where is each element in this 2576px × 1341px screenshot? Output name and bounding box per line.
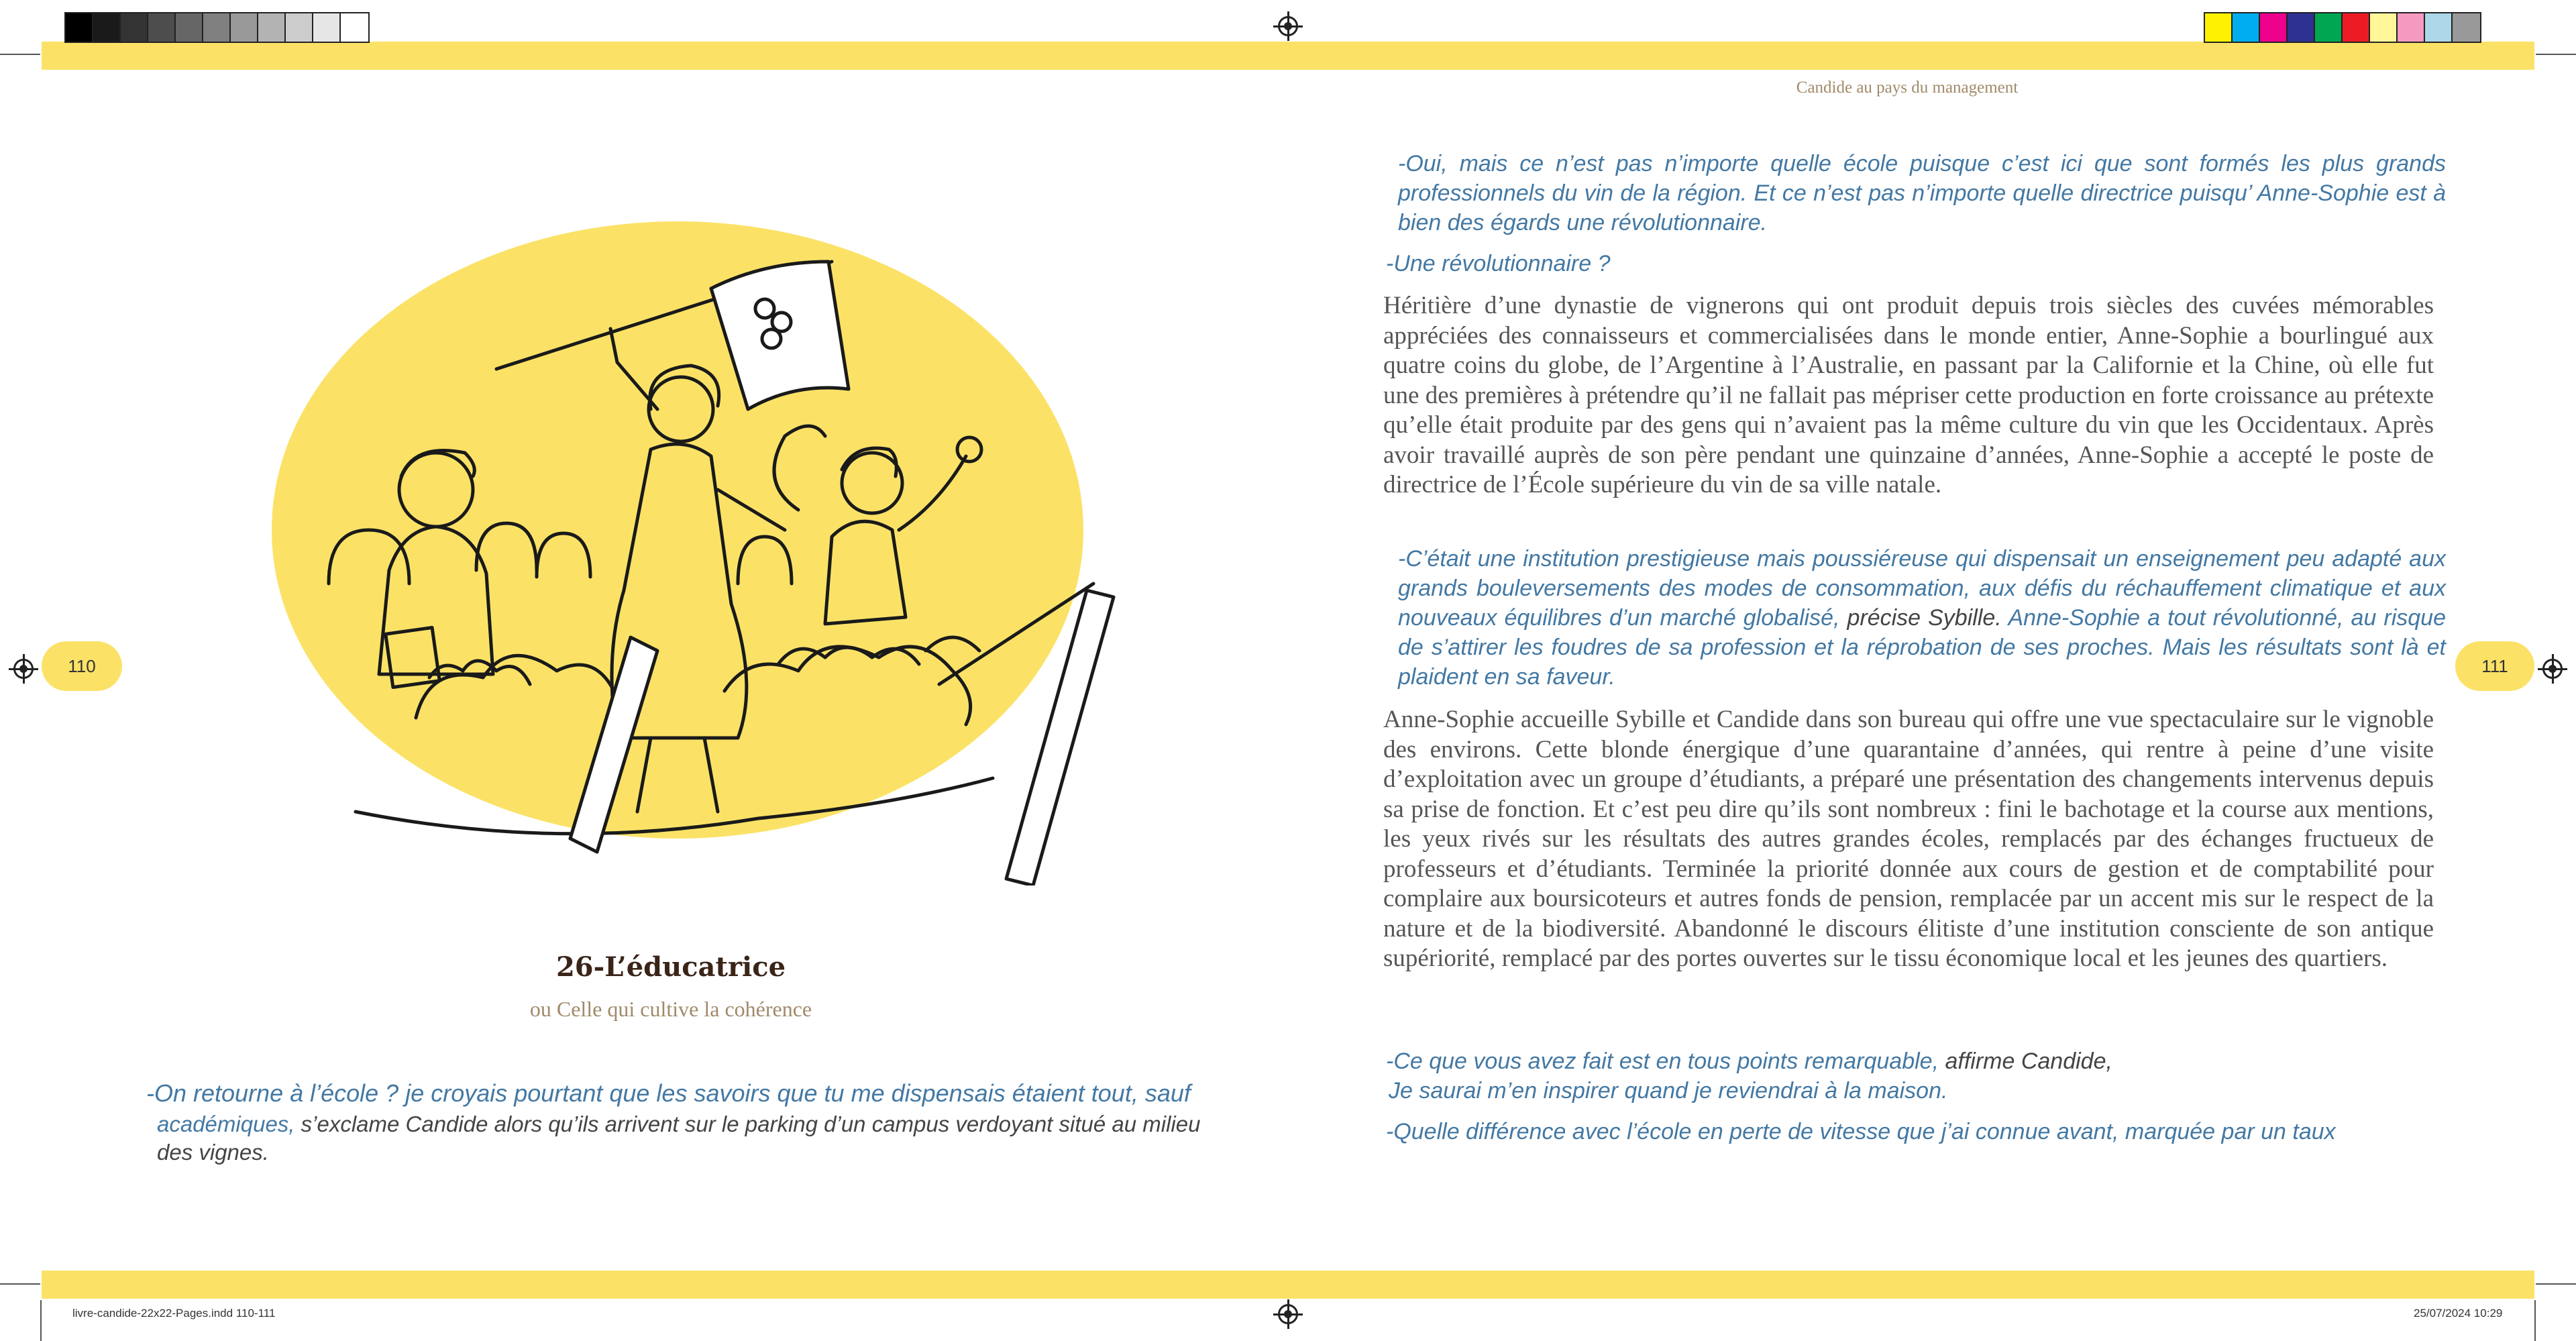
color-swatch xyxy=(231,13,258,42)
footer-date-time: 25/07/2024 10:29 xyxy=(2414,1307,2503,1320)
footer-file-name: livre-candide-22x22-Pages.indd 110-111 xyxy=(72,1307,276,1320)
color-swatch xyxy=(2288,13,2315,42)
color-swatch xyxy=(258,13,286,42)
crop-mark xyxy=(40,1300,42,1341)
dialogue-paragraph: -Quelle différence avec l’école en perte de vitesse que j’ai connue avant, marquée par un taux xyxy=(1386,1119,2336,1144)
top-yellow-band xyxy=(42,42,2534,70)
registration-mark-icon xyxy=(1278,16,1298,36)
color-swatch xyxy=(93,13,121,42)
color-swatch xyxy=(2398,13,2425,42)
crop-mark xyxy=(0,1283,40,1285)
color-swatch xyxy=(313,13,341,42)
color-swatch xyxy=(2260,13,2288,42)
color-swatch xyxy=(2370,13,2398,42)
registration-mark-icon xyxy=(13,659,34,679)
page-number-left: 110 xyxy=(42,641,122,691)
color-swatch xyxy=(2315,13,2343,42)
narration-text: des vignes. xyxy=(157,1140,269,1165)
narration-text: précise Sybille. xyxy=(1839,605,2002,631)
bottom-yellow-band xyxy=(42,1271,2534,1299)
registration-mark-icon xyxy=(1278,1304,1298,1324)
color-swatch xyxy=(2425,13,2453,42)
body-paragraph: Héritière d’une dynastie de vignerons qui ont produit depuis trois siècles des cuvées mémorables appréciées des connaisseurs et commercialisées dans le monde entier, Anne-Sophie a bourlingué aux quatre coins du globe, de l’Argentine à l’Australie, en passant par la Californie et la Chine, où elle fut une des premières à prétendre qu’il ne fallait pas mépriser cette production en forte croissance au prétexte qu’elle était produite par des gens qui n’avaient pas la même culture du vin que les Occidentaux. Après avoir travaillé auprès de son père pendant une quinzaine d’années, Anne-Sophie a accepté le poste de directrice de l’École supérieure du vin de sa ville natale. xyxy=(1383,292,2434,498)
color-swatch xyxy=(286,13,313,42)
running-head: Candide au pays du management xyxy=(1796,78,2019,97)
registration-mark-icon xyxy=(2542,659,2563,679)
dialogue-paragraph: -Oui, mais ce n’est pas n’importe quelle école puisque c’est ici que sont formés les plus grands professionnels du vin de la région. Et ce n’est pas n’importe quelle directrice puisqu’ Anne-Sophie est à bien des égards une révolutionnaire. xyxy=(1398,151,2446,235)
dialogue-paragraph: -Ce que vous avez fait est en tous points remarquable, affirme Candide, Je saurai m’en inspirer quand je reviendrai à la maison. xyxy=(1386,1049,2112,1104)
dialogue-paragraph: -C’était une institution prestigieuse mais poussiéreuse qui dispensait un enseignement peu adapté aux grands bouleversements des modes de consommation, aux défis du réchauffement climatique et aux nouveaux équilibres d’un marché globalisé, précise Sybille. Anne-Sophie a tout révolutionné, au risque de s’attirer les foudres de sa profession et la réprobation de ses proches. Mais les résultats sont là et plaident en sa faveur. xyxy=(1398,546,2446,690)
left-dialogue-line: -On retourne à l’école ? je croyais pourtant que les savoirs que tu me dispensais étaient tout, sauf xyxy=(146,1079,1191,1107)
color-swatch xyxy=(341,13,368,42)
chapter-title: 26-L’éducatrice xyxy=(555,951,786,983)
color-swatch xyxy=(176,13,203,42)
narration-text: affirme Candide, xyxy=(1939,1049,2112,1074)
color-calibration-bar xyxy=(2204,12,2481,43)
crop-mark xyxy=(2536,54,2576,55)
chapter-illustration xyxy=(188,208,1181,886)
crop-mark xyxy=(2536,1283,2576,1285)
color-swatch xyxy=(2343,13,2370,42)
color-swatch xyxy=(203,13,231,42)
grayscale-calibration-bar xyxy=(64,12,370,43)
color-swatch xyxy=(2233,13,2260,42)
page-number-right: 111 xyxy=(2455,641,2534,691)
yellow-blob-background xyxy=(272,221,1083,839)
dialogue-paragraph: -Une révolutionnaire ? xyxy=(1386,251,1611,276)
chapter-subtitle: ou Celle qui cultive la cohérence xyxy=(529,997,812,1021)
left-dialogue-line xyxy=(157,1138,1213,1167)
crop-mark xyxy=(0,54,40,55)
left-dialogue-line: académiques, s’exclame Candide alors qu’ils arrivent sur le parking d’un campus verdoyant situé au milieu xyxy=(157,1112,1201,1136)
narration-text: s’exclame Candide alors qu’ils arrivent sur le parking d’un campus verdoyant situé au milieu xyxy=(294,1112,1201,1136)
color-swatch xyxy=(121,13,148,42)
body-paragraph: Anne-Sophie accueille Sybille et Candide dans son bureau qui offre une vue spectaculaire sur le vignoble des environs. Cette blonde énergique d’une quarantaine d’années, qui rentre à peine d’une visite d’exploitation avec un groupe d’étudiants, a préparé une présentation des changements intervenus depuis sa prise de fonction. Et c’est peu dire qu’ils sont nombreux : fini le bachotage et la course aux mentions, les yeux rivés sur les résultats des autres grandes écoles, remplacés par des échanges fructueux de professeurs et d’étudiants. Terminée la priorité donnée aux cours de gestion et de comptabilité pour complaire aux boursicoteurs et autres fonds de pension, remplacée par un accent mis sur le respect de la nature et de la biodiversité. Abandonné le discours élitiste d’une institution consciente de son antique supériorité, remplacé par des portes ouvertes sur le tissu économique local et les jeunes des quartiers. xyxy=(1383,706,2434,972)
color-swatch xyxy=(148,13,176,42)
color-swatch xyxy=(66,13,93,42)
crop-mark xyxy=(2534,1300,2536,1341)
color-swatch xyxy=(2205,13,2233,42)
color-swatch xyxy=(2453,13,2480,42)
